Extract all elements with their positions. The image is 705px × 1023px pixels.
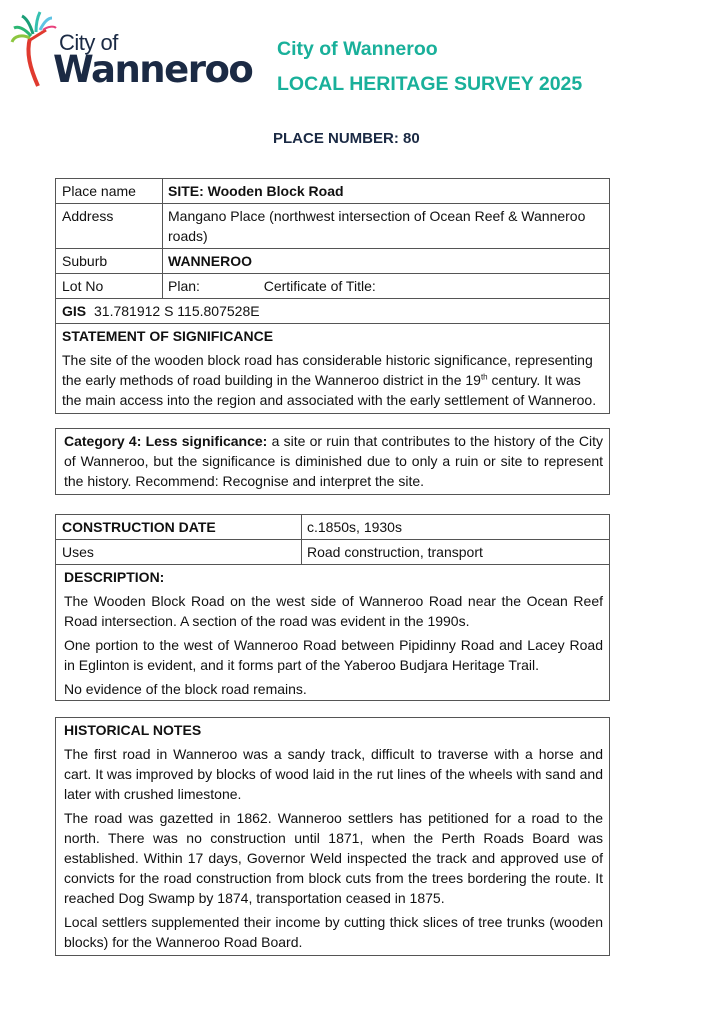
description-paragraph: No evidence of the block road remains. bbox=[64, 681, 307, 697]
gis-label: GIS bbox=[62, 303, 87, 319]
description-row bbox=[56, 565, 609, 700]
construction-table bbox=[55, 514, 610, 701]
suburb-row bbox=[56, 249, 609, 274]
category-box bbox=[55, 428, 610, 495]
significance-row bbox=[56, 324, 609, 413]
address-value: Mangano Place (northwest intersection of Ocean Reef & Wanneroo roads) bbox=[168, 208, 586, 244]
suburb-label: Suburb bbox=[56, 249, 163, 273]
uses-label: Uses bbox=[56, 540, 302, 564]
uses-value: Road construction, transport bbox=[307, 544, 483, 560]
gis-row bbox=[56, 299, 609, 324]
historical-notes-heading: HISTORICAL NOTES bbox=[64, 722, 202, 738]
place-name-label: Place name bbox=[56, 179, 163, 203]
uses-row bbox=[56, 540, 609, 565]
description-cell bbox=[56, 565, 609, 700]
category-label: Category 4: Less significance: bbox=[64, 433, 268, 449]
gis-value: 31.781912 S 115.807528E bbox=[94, 303, 260, 319]
description-heading: DESCRIPTION: bbox=[64, 569, 165, 585]
historical-paragraph: The road was gazetted in 1862. Wanneroo settlers has petitioned for a road to the north. There was no construction until 1871, when the Perth Roads Board was established. Within 17 days, Governor Weld inspected the track and approved use of convicts for the road construction from block cuts from the trees bordering the route. It reached Dog Swamp by 1874, transportation ceased in 1875. bbox=[64, 810, 603, 906]
lot-row bbox=[56, 274, 609, 299]
logo-city-of: City of bbox=[59, 30, 118, 55]
kangaroo-paw-icon bbox=[8, 8, 58, 88]
address-row bbox=[56, 204, 609, 249]
significance-heading: STATEMENT OF SIGNIFICANCE bbox=[62, 328, 274, 344]
logo-wanneroo: Wanneroo bbox=[53, 48, 253, 91]
construction-date-value: c.1850s, 1930s bbox=[307, 519, 402, 535]
place-name-value: SITE: Wooden Block Road bbox=[168, 183, 344, 199]
significance-text: The site of the wooden block road has considerable historic significance, representing the early methods of road building in the Wanneroo district in the 19th century. It was the main access into the region and associated with the early settlement of Wanneroo. bbox=[62, 352, 597, 408]
gis-cell bbox=[56, 299, 266, 323]
significance-cell bbox=[56, 324, 609, 413]
description-paragraph: One portion to the west of Wanneroo Road between Pipidinny Road and Lacey Road in Eglinton is evident, and it forms part of the Yaberoo Budjara Heritage Trail. bbox=[64, 637, 603, 673]
category-text: Category 4: Less significance: a site or ruin that contributes to the history of the City of Wanneroo, but the significance is diminished due to only a ruin or site to represent the history. Recommend: Recognise and interpret the site. bbox=[64, 433, 604, 489]
construction-date-label: CONSTRUCTION DATE bbox=[56, 515, 302, 539]
place-name-row bbox=[56, 179, 609, 204]
address-label: Address bbox=[56, 204, 163, 248]
description-paragraph: The Wooden Block Road on the west side of Wanneroo Road near the Ocean Reef Road intersection. A section of the road was evident in the 1990s. bbox=[64, 593, 603, 629]
document-subtitle: LOCAL HERITAGE SURVEY 2025 bbox=[277, 73, 583, 95]
plan-label: Plan: bbox=[168, 278, 200, 294]
document-title: City of Wanneroo bbox=[277, 38, 438, 60]
construction-date-row bbox=[56, 515, 609, 540]
historical-notes-box bbox=[55, 717, 610, 956]
historical-notes-cell bbox=[56, 718, 609, 955]
suburb-value: WANNEROO bbox=[168, 253, 252, 269]
lot-value bbox=[163, 274, 609, 298]
place-details-table bbox=[55, 178, 610, 414]
historical-paragraph: The first road in Wanneroo was a sandy track, difficult to traverse with a horse and cart. It was improved by blocks of wood laid in the rut lines of the wheels with sand and later with crushed limestone. bbox=[64, 746, 603, 802]
lot-label: Lot No bbox=[56, 274, 163, 298]
historical-paragraph: Local settlers supplemented their income by cutting thick slices of tree trunks (wooden blocks) for the Wanneroo Road Board. bbox=[64, 914, 603, 950]
certificate-label: Certificate of Title: bbox=[263, 278, 376, 294]
city-of-wanneroo-logo bbox=[8, 8, 253, 91]
place-number: PLACE NUMBER: 80 bbox=[273, 130, 420, 147]
